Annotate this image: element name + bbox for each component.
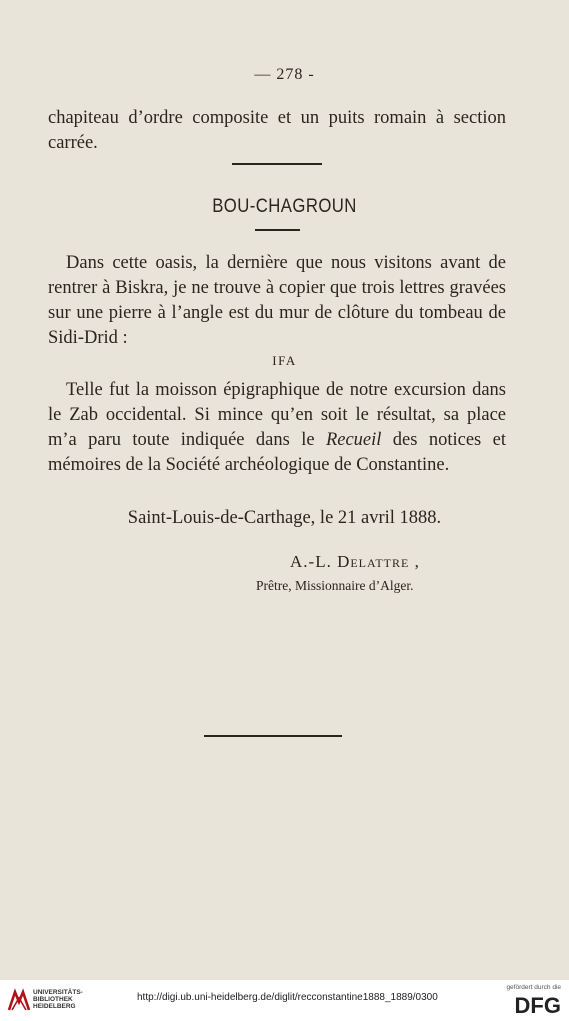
library-name: [33, 989, 83, 1010]
recueil-italic: Recueil: [325, 430, 382, 450]
section-title: BOU-CHAGROUN: [212, 196, 357, 217]
title-underline: [255, 229, 300, 231]
section-divider: [232, 163, 322, 165]
author-signature: [290, 552, 420, 572]
viewer-footer: [0, 980, 569, 1021]
university-library-logo-icon: [6, 988, 32, 1014]
conclusion-text-start: Telle fut la moisson épigraphique de notre excursion dans le Zab occidental. Si mince qu’en soit le résultat, sa place m’a paru toute indiquée dans le: [48, 380, 506, 450]
paragraph-oasis: Dans cette oasis, la dernière que nous visitons avant de rentrer à Biskra, je ne trouve à copier que trois lettres gravées sur une pierre à l’angle est du mur de clôture du tombeau de Sidi-Drid :: [48, 253, 506, 348]
dfg-logo: DFG: [514, 993, 561, 1018]
library-line: BIBLIOTHEK: [33, 996, 73, 1003]
conclusion-text-end: des notices et mémoires de la Société archéologique de Constantine.: [48, 430, 506, 475]
dateline: Saint-Louis-de-Carthage, le 21 avril 1888.: [127, 508, 442, 528]
author-name: A.-L. Delattre ,: [290, 552, 420, 571]
page-number: — 278 -: [254, 66, 315, 83]
continuation-text: chapiteau d’ordre composite et un puits romain à section carrée.: [48, 108, 506, 153]
permalink-url[interactable]: http://digi.ub.uni-heidelberg.de/diglit/recconstantine1888_1889/0300: [137, 992, 438, 1003]
funded-by-label: gefördert durch die: [506, 984, 561, 991]
library-line: UNIVERSITÄTS-: [33, 989, 83, 996]
paragraph-conclusion: [48, 378, 506, 478]
library-line: HEIDELBERG: [33, 1003, 76, 1010]
author-role: Prêtre, Missionnaire d’Alger.: [256, 578, 414, 593]
end-rule: [204, 735, 342, 737]
inscription-text: IFA: [272, 353, 297, 368]
